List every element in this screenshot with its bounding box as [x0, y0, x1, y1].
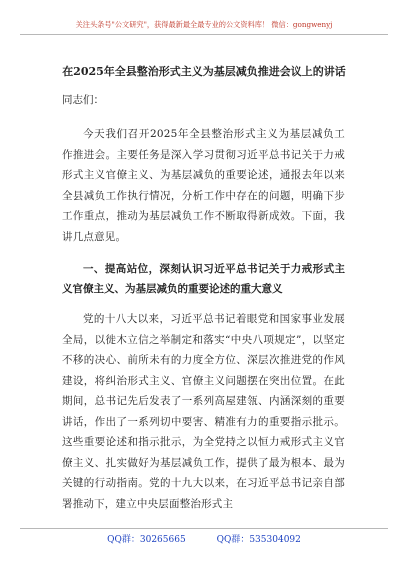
section-heading: 一、提高站位，深刻认识习近平总书记关于力戒形式主义官僚主义、为基层减负的重要论述的重大意义: [62, 263, 345, 295]
header-divider: [20, 34, 388, 35]
document-body: [62, 124, 345, 526]
footer-divider: [20, 528, 388, 529]
page-footer: [0, 534, 408, 546]
qq-group-2: QQ群：535304092: [216, 535, 301, 545]
page-header-banner: 关注头条号"公文研究"，获得最新最全最专业的公文资料库！ 微信：gongwenyj: [75, 20, 333, 29]
section-paragraph: 党的十八大以来，习近平总书记着眼党和国家事业发展全局，以徙木立信之举制定和落实“中央八项规定”，以坚定不移的决心、前所未有的力度全方位、深层次推进党的作风建设，将纠治形式主义、官僚主义问题摆在突出位置。在此期间，总书记先后发表了一系列高屋建瓴、内涵深刻的重要讲话，作出了一系列切中要害、精准有力的重要指示批示。这些重要论述和指示批示，为全党持之以恒力戒形式主义官僚主义、扎实做好为基层减负工作，提供了最为根本、最为关键的行动指南。党的十九大以来，在习近平总书记亲自部署推动下，建立中央层面整治形式主: [62, 313, 345, 510]
intro-paragraph: 今天我们召开2025年全县整治形式主义为基层减负工作推进会。主要任务是深入学习贯彻习近平总书记关于力戒形式主义官僚主义、为基层减负的重要论述，通报去年以来全县减负工作执行情况，分析工作中存在的问题，明确下步工作重点，推动为基层减负工作不断取得新成效。下面，我讲几点意见。: [62, 128, 345, 243]
document-title: 在2025年全县整治形式主义为基层减负推进会议上的讲话: [62, 65, 346, 78]
salutation: 同志们：: [62, 94, 104, 106]
qq-group-1: QQ群：30265665: [107, 535, 186, 545]
